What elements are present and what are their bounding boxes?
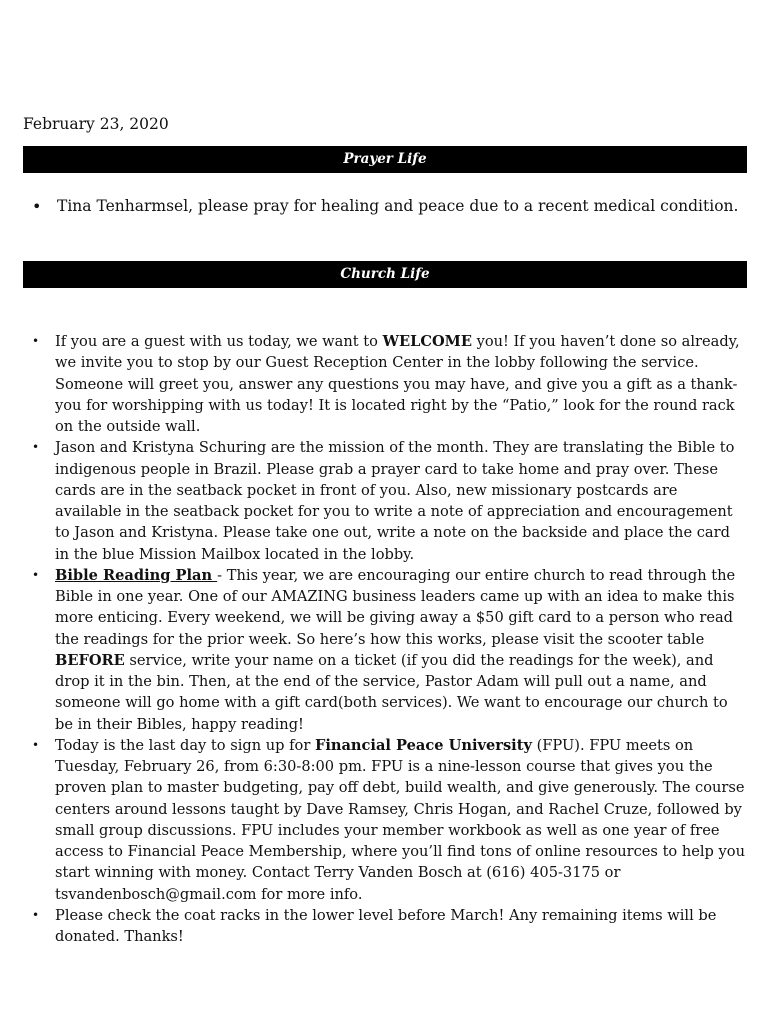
list-item bbox=[32, 565, 748, 735]
list-item bbox=[32, 331, 748, 437]
bullet-icon: • bbox=[32, 197, 42, 216]
list-item bbox=[32, 196, 747, 217]
prayer-request-text: Tina Tenharmsel, please pray for healing and peace due to a recent medical condition. bbox=[57, 197, 739, 215]
prayer-list bbox=[32, 196, 747, 217]
welcome-emphasis: WELCOME bbox=[382, 333, 472, 350]
welcome-text-pre: If you are a guest with us today, we want to bbox=[55, 333, 383, 350]
welcome-text-post: you! If you haven’t done so already, we invite you to stop by our Guest Reception Center in the lobby following the service. Someone will greet you, answer any questions you may have, and give you a gift as a thank-you for worshipping with us today! It is located right by the “Patio,” look for the round rack on the outside wall. bbox=[55, 333, 740, 435]
bulletin-date: February 23, 2020 bbox=[23, 115, 169, 133]
bullet-icon: • bbox=[32, 440, 40, 455]
church-announcement-list bbox=[32, 331, 748, 947]
list-item bbox=[32, 735, 748, 905]
bullet-icon: • bbox=[32, 737, 40, 752]
fpu-text-pre: Today is the last day to sign up for bbox=[55, 736, 315, 754]
prayer-life-header: Prayer Life bbox=[23, 146, 747, 173]
bullet-icon: • bbox=[32, 567, 40, 582]
bullet-icon: • bbox=[32, 334, 40, 348]
bible-reading-plan-title: Bible Reading Plan bbox=[55, 566, 218, 584]
list-item bbox=[32, 437, 748, 565]
bible-text-pre: - This year, we are encouraging our entire church to read through the Bible in one year. One of our AMAZING business leaders came up with an idea to make this more enticing. Every weekend, we will be giving away a $50 gift card to a person who read the readings for the prior week. So here’s how this works, please visit the scooter table bbox=[55, 566, 736, 648]
before-emphasis: BEFORE bbox=[55, 651, 125, 669]
fpu-text-post: (FPU). FPU meets on Tuesday, February 26, from 6:30-8:00 pm. FPU is a nine-lesson course that gives you the proven plan to master budgeting, pay off debt, build wealth, and give generously. The course centers around lessons taught by Dave Ramsey, Chris Hogan, and Rachel Cruze, followed by small group discussions. FPU includes your member workbook as well as one year of free access to Financial Peace Membership, where you’ll find tons of online resources to help you start winning with money. Contact Terry Vanden Bosch at (616) 405-3175 or tsvandenbosch@gmail.com for more info. bbox=[55, 736, 745, 903]
fpu-emphasis: Financial Peace University bbox=[314, 736, 532, 754]
coat-racks-text: Please check the coat racks in the lower level before March! Any remaining items will be donated. Thanks! bbox=[55, 906, 717, 945]
bible-text-post: service, write your name on a ticket (if you did the readings for the week), and drop it in the bin. Then, at the end of the service, Pastor Adam will pull out a name, and someone will go home with a gift card(both services). We want to encourage our church to be in their Bibles, happy reading! bbox=[55, 651, 728, 733]
church-life-header: Church Life bbox=[23, 261, 747, 288]
list-item bbox=[32, 905, 748, 948]
bullet-icon: • bbox=[32, 907, 40, 922]
mission-text: Jason and Kristyna Schuring are the mission of the month. They are translating the Bible to indigenous people in Brazil. Please grab a prayer card to take home and pray over. These cards are in the seatback pocket in front of you. Also, new missionary postcards are available in the seatback pocket for you to write a note of appreciation and encouragement to Jason and Kristyna. Please take one out, write a note on the backside and place the card in the blue Mission Mailbox located in the lobby. bbox=[55, 439, 735, 563]
